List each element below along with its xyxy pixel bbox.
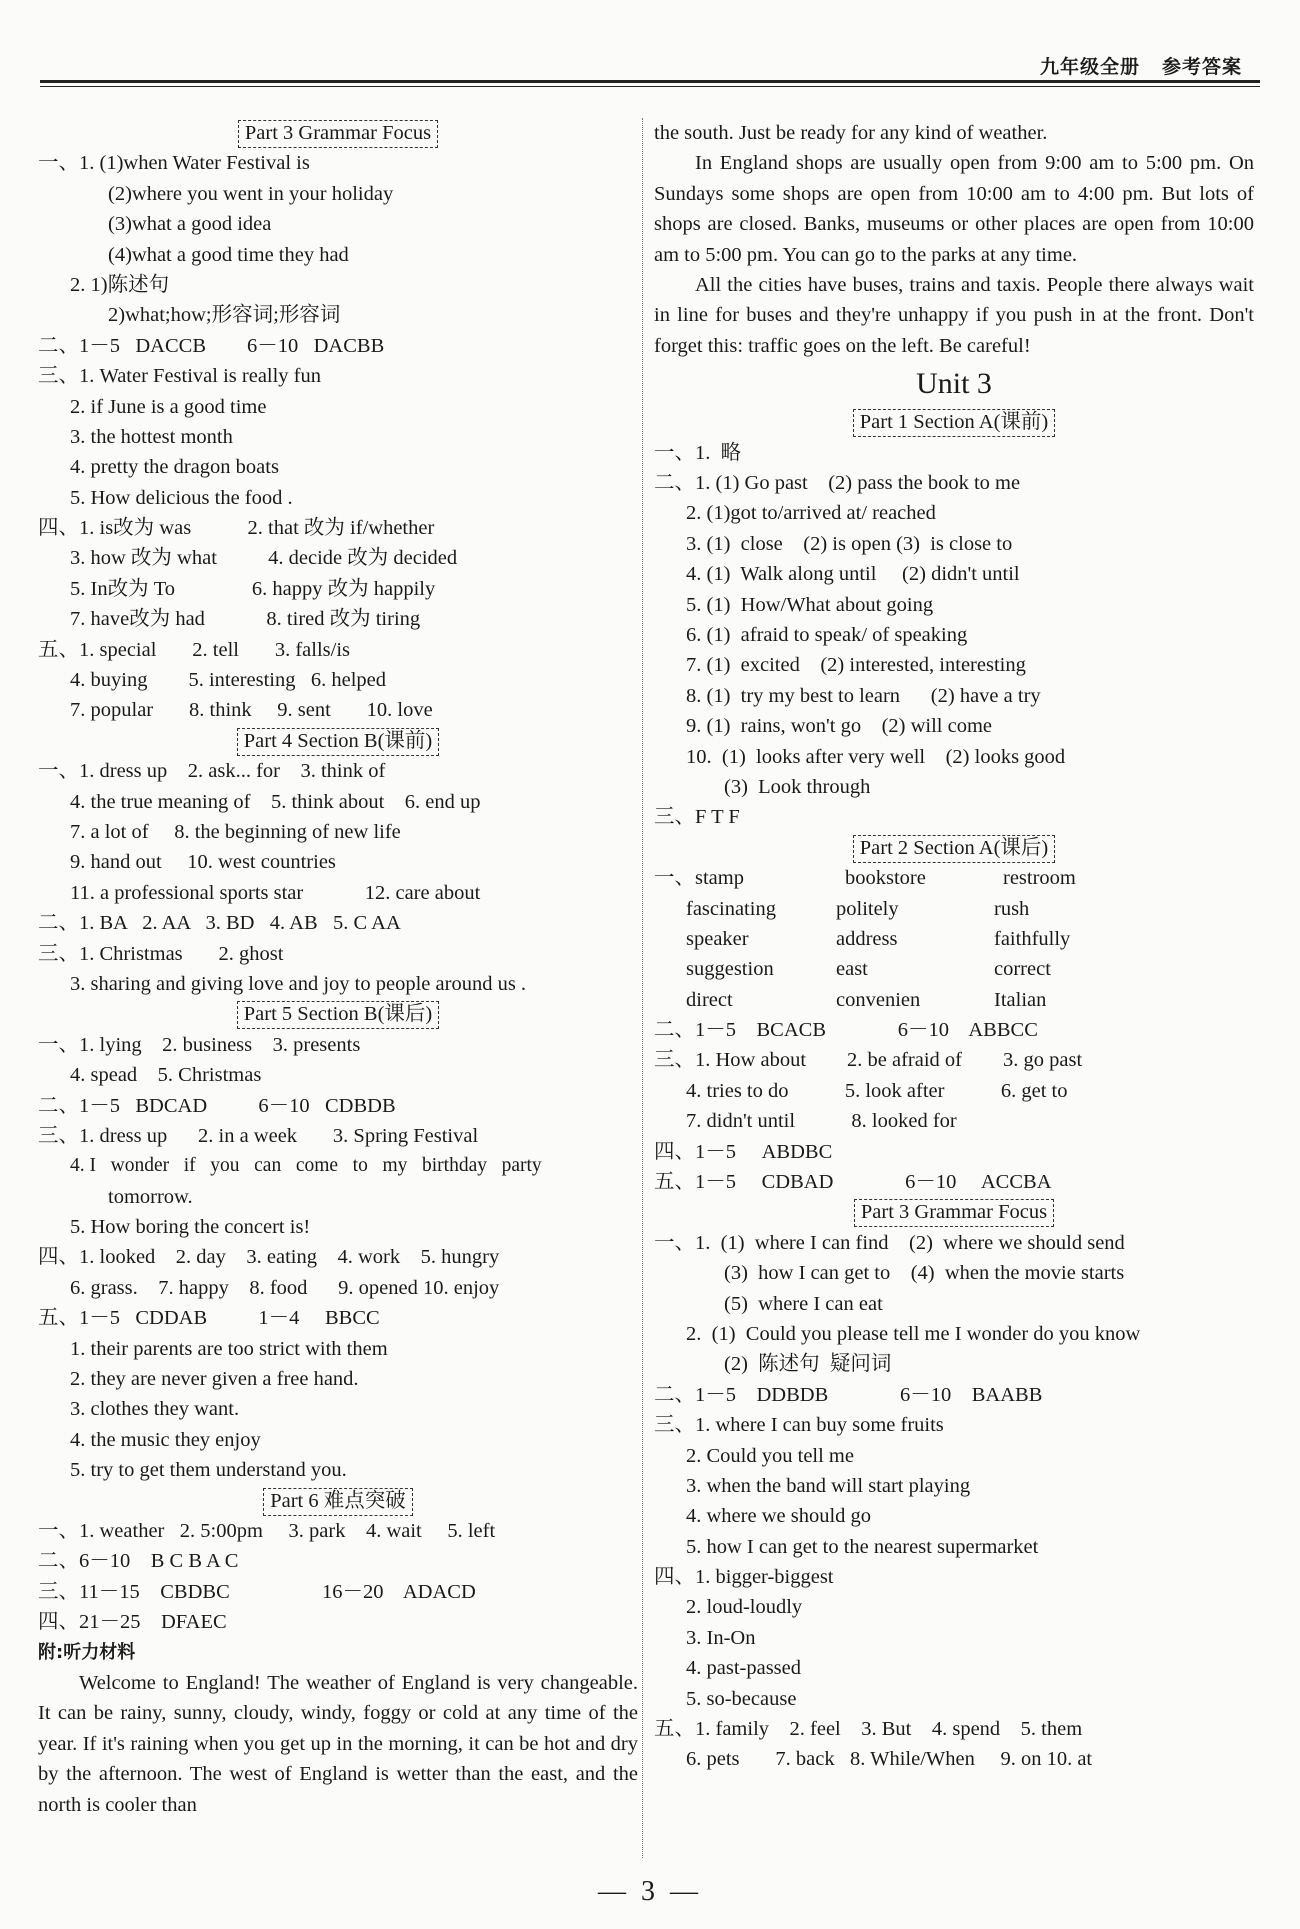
answer-line: 二、1－5 DACCB 6－10 DACBB xyxy=(38,334,385,357)
word-row: fascinating politely rush xyxy=(686,897,1030,920)
listening-paragraph: In England shops are usually open from 9:00 am to 5:00 pm. On Sundays some shops are open from 10:00 am to 4:00 pm. But lots of shops are closed. Banks, museums or other places are open from 10:00 am to 5:00 pm. You can go to the parks at any time. xyxy=(654,152,1254,266)
answer-line: 6. pets 7. back 8. While/When 9. on 10. at xyxy=(686,1748,1093,1771)
answer-line: 三、1. How about 2. be afraid of 3. go past xyxy=(654,1049,1083,1072)
answer-line: 二、1. (1) Go past (2) pass the book to me xyxy=(654,472,1021,495)
answer-line: 一、1. dress up 2. ask... for 3. think of xyxy=(38,760,386,783)
answer-line: 四、21－25 DFAEC xyxy=(38,1611,227,1634)
answer-line: 三、1. dress up 2. in a week 3. Spring Festival xyxy=(38,1124,479,1147)
answer-line: 二、6－10 B C B A C xyxy=(38,1550,239,1573)
answer-line: 4. the music they enjoy xyxy=(70,1428,261,1451)
word-row: suggestion east correct xyxy=(686,958,1051,981)
answer-line: 3. clothes they want. xyxy=(70,1398,240,1421)
answer-line: (3) how I can get to (4) when the movie starts xyxy=(724,1262,1125,1285)
answer-line: 5. (1) How/What about going xyxy=(686,593,934,616)
right-column xyxy=(654,118,1254,1775)
listening-paragraph: the south. Just be ready for any kind of weather. xyxy=(654,122,1048,144)
answer-line: 3. how 改为 what 4. decide 改为 decided xyxy=(70,547,458,570)
answer-line: 2. if June is a good time xyxy=(70,395,267,418)
listening-paragraph: Welcome to England! The weather of England is very changeable. It can be rainy, sunny, cloudy, windy, foggy or cold at any time of the year. If it's raining when you get up in the morning, it can be hot and dry by the afternoon. The west of England is wetter than the east, and the north is cooler than xyxy=(38,1671,638,1816)
answer-line: 五、1－5 CDBAD 6－10 ACCBA xyxy=(654,1171,1052,1194)
answer-line: 2. they are never given a free hand. xyxy=(70,1368,359,1391)
answer-line: 五、1－5 CDDAB 1－4 BBCC xyxy=(38,1307,380,1330)
answer-line: (3) Look through xyxy=(724,775,871,798)
answer-line: 5. so-because xyxy=(686,1687,797,1710)
section-heading: Part 5 Section B(课后) xyxy=(38,999,638,1029)
answer-line: 3. the hottest month xyxy=(70,425,233,448)
answer-line: tomorrow. xyxy=(108,1185,193,1208)
word-row: 一、stamp bookstore restroom xyxy=(654,867,1076,890)
answer-line: 3. sharing and giving love and joy to people around us . xyxy=(70,972,527,995)
answer-line: 7. (1) excited (2) interested, interesting xyxy=(686,654,1026,677)
answer-line: (2)where you went in your holiday xyxy=(108,182,394,205)
answer-line: 一、1. weather 2. 5:00pm 3. park 4. wait 5. left xyxy=(38,1519,496,1542)
answer-line: (2) 陈述句 疑问词 xyxy=(724,1353,892,1376)
answer-line: 5. How boring the concert is! xyxy=(70,1216,311,1239)
answer-line: 三、1. Water Festival is really fun xyxy=(38,365,322,388)
answer-line: 三、11－15 CBDBC 16－20 ADACD xyxy=(38,1580,476,1603)
answer-line: 三、1. Christmas 2. ghost xyxy=(38,942,284,965)
answer-line: 一、1. (1) where I can find (2) where we should send xyxy=(654,1231,1125,1254)
answer-line: 一、1. (1)when Water Festival is xyxy=(38,152,310,175)
answer-line: 2. Could you tell me xyxy=(686,1444,854,1467)
page-number: — 3 — xyxy=(598,1876,702,1907)
section-heading: Part 6 难点突破 xyxy=(38,1486,638,1516)
header-section: 参考答案 xyxy=(1161,56,1242,78)
answer-line: 2)what;how;形容词;形容词 xyxy=(108,304,341,327)
word-row: direct convenien Italian xyxy=(686,988,1047,1011)
section-heading: Part 3 Grammar Focus xyxy=(654,1197,1254,1227)
answer-line: 二、1－5 DDBDB 6－10 BAABB xyxy=(654,1383,1043,1406)
answer-line: 一、1. 略 xyxy=(654,441,742,464)
answer-line: 四、1. bigger-biggest xyxy=(654,1566,834,1589)
answer-line: 7. didn't until 8. looked for xyxy=(686,1110,957,1133)
section-heading: Part 4 Section B(课前) xyxy=(38,726,638,756)
answer-line: 4. pretty the dragon boats xyxy=(70,456,279,479)
answer-line: 三、F T F xyxy=(654,806,740,829)
header-rule-thin xyxy=(40,86,1260,87)
answer-line: 五、1. special 2. tell 3. falls/is xyxy=(38,638,351,661)
answer-line: 4. spead 5. Christmas xyxy=(70,1064,262,1087)
answer-line: 11. a professional sports star 12. care about xyxy=(70,881,481,904)
answer-line: 7. have改为 had 8. tired 改为 tiring xyxy=(70,608,421,631)
section-heading: Part 3 Grammar Focus xyxy=(38,118,638,148)
answer-line: 5. try to get them understand you. xyxy=(70,1459,347,1482)
answer-line: 4. I wonder if you can come to my birthday party xyxy=(70,1155,542,1177)
answer-line: 四、1－5 ABDBC xyxy=(654,1140,833,1163)
section-heading: Part 2 Section A(课后) xyxy=(654,833,1254,863)
column-divider xyxy=(642,118,643,1858)
answer-line: 4. the true meaning of 5. think about 6. end up xyxy=(70,790,481,813)
answer-line: 5. How delicious the food . xyxy=(70,486,293,509)
listening-heading: 附:听力材料 xyxy=(38,1641,136,1663)
answer-line: 2. loud-loudly xyxy=(686,1596,803,1619)
answer-line: 4. where we should go xyxy=(686,1505,872,1528)
answer-line: 9. hand out 10. west countries xyxy=(70,851,336,874)
answer-line: 10. (1) looks after very well (2) looks good xyxy=(686,745,1066,768)
answer-line: 4. buying 5. interesting 6. helped xyxy=(70,669,386,692)
left-column xyxy=(38,118,638,1820)
answer-line: 6. (1) afraid to speak/ of speaking xyxy=(686,623,968,646)
answer-line: 四、1. looked 2. day 3. eating 4. work 5. hungry xyxy=(38,1246,500,1269)
header-grade: 九年级全册 xyxy=(1039,56,1140,78)
answer-line: 3. (1) close (2) is open (3) is close to xyxy=(686,532,1013,555)
answer-line: 5. how I can get to the nearest supermarket xyxy=(686,1535,1039,1558)
answer-line: (3)what a good idea xyxy=(108,213,272,236)
unit-title: Unit 3 xyxy=(916,367,992,401)
answer-line: 2. 1)陈述句 xyxy=(70,273,170,296)
header-rule-thick xyxy=(40,80,1260,83)
answer-line: 9. (1) rains, won't go (2) will come xyxy=(686,715,993,738)
word-row: speaker address faithfully xyxy=(686,927,1071,950)
answer-line: 5. In改为 To 6. happy 改为 happily xyxy=(70,577,436,600)
answer-line: 4. tries to do 5. look after 6. get to xyxy=(686,1079,1068,1102)
answer-line: 8. (1) try my best to learn (2) have a try xyxy=(686,684,1041,707)
answer-line: 3. when the band will start playing xyxy=(686,1474,971,1497)
listening-paragraph: All the cities have buses, trains and taxis. People there always wait in line for buses and they're unhappy if you push in at the front. Don't forget this: traffic goes on the left. Be careful! xyxy=(654,274,1254,357)
section-heading: Part 1 Section A(课前) xyxy=(654,407,1254,437)
answer-line: (5) where I can eat xyxy=(724,1292,883,1315)
answer-line: 6. grass. 7. happy 8. food 9. opened 10. enjoy xyxy=(70,1276,500,1299)
answer-line: 1. their parents are too strict with them xyxy=(70,1337,388,1360)
answer-line: 二、1－5 BCACB 6－10 ABBCC xyxy=(654,1019,1038,1042)
running-header xyxy=(1018,52,1242,79)
answer-line: 7. a lot of 8. the beginning of new life xyxy=(70,820,401,843)
answer-line: 四、1. is改为 was 2. that 改为 if/whether xyxy=(38,517,435,540)
answer-line: 二、1. BA 2. AA 3. BD 4. AB 5. C AA xyxy=(38,912,401,935)
answer-line: 一、1. lying 2. business 3. presents xyxy=(38,1033,361,1056)
answer-line: 3. In-On xyxy=(686,1626,756,1649)
answer-line: 4. (1) Walk along until (2) didn't until xyxy=(686,563,1020,586)
answer-line: 五、1. family 2. feel 3. But 4. spend 5. them xyxy=(654,1718,1083,1741)
answer-line: 4. past-passed xyxy=(686,1657,802,1680)
answer-line: 2. (1)got to/arrived at/ reached xyxy=(686,502,936,525)
answer-line: 三、1. where I can buy some fruits xyxy=(654,1414,944,1437)
answer-line: 2. (1) Could you please tell me I wonder do you know xyxy=(686,1322,1141,1345)
answer-line: (4)what a good time they had xyxy=(108,243,349,266)
answer-line: 7. popular 8. think 9. sent 10. love xyxy=(70,699,433,722)
answer-line: 二、1－5 BDCAD 6－10 CDBDB xyxy=(38,1094,396,1117)
